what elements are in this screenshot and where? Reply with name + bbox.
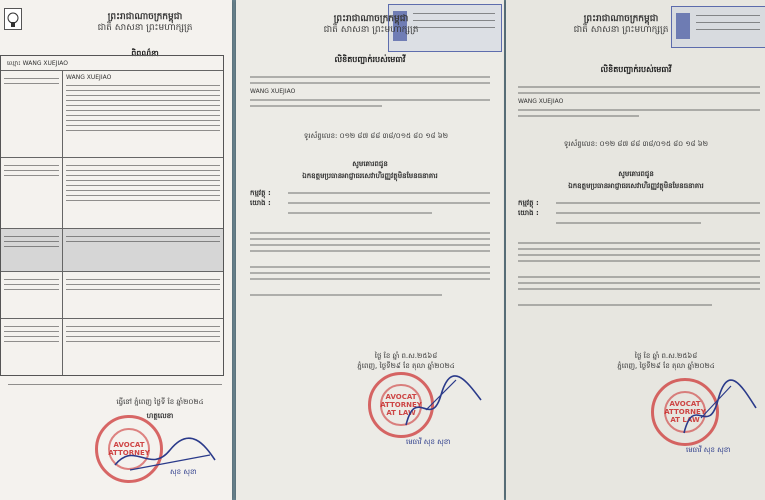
page2-date-2: ភ្នំពេញ, ថ្ងៃទី២៩ ខែ តុលា ឆ្នាំ២០២៤ [357,362,455,370]
page2-phone: ទូរស័ព្ទលេខ: ០១២ ៨៧ ៨៨ ៣៨/០១៥ ៨០ ១៨ ៦២ [303,132,449,140]
page3-header [546,14,696,36]
document-page-1 [0,0,232,500]
table-row [1,229,223,272]
page2-date: ថ្ងៃ ខែ ឆ្នាំ ព.ស.២៥៦៨ [374,352,438,360]
table-cell [63,319,223,375]
page2-body [250,228,490,300]
page1-signature-icon [110,430,220,480]
page3-subject-block [518,198,760,228]
page2-subtitle: លិខិតបញ្ជាក់របស់មេធាវី [334,55,406,64]
table-cell [63,158,223,228]
page3-signature-name: មេធាវី សុខ សុខា [686,446,731,454]
page2-ref-label: យោង : [250,198,271,207]
table-row [1,56,223,71]
page2-subject-block [250,188,490,218]
page1-date: ធ្វើនៅ ភ្នំពេញ ថ្ងៃទី ខែ ឆ្នាំ២០២៤ [116,398,204,406]
page3-date: ថ្ងៃ ខែ ឆ្នាំ ព.ស.២៥៦៨ [634,352,698,360]
page3-header-line1: ព្រះរាជាណាចក្រកម្ពុជា [583,14,659,24]
page3-subject-label: កម្មវត្ថុ : [518,198,539,207]
page2-intro [250,72,490,111]
page3-subtitle: លិខិតបញ្ជាក់របស់មេធាវី [600,65,672,74]
table-row [1,272,223,319]
page2-header-line2: ជាតិ សាសនា ព្រះមហាក្សត្រ [323,25,419,35]
page3-header-line2: ជាតិ សាសនា ព្រះមហាក្សត្រ [573,25,669,35]
table-cell [63,71,223,157]
page1-header-line2: ជាតិ សាសនា ព្រះមហាក្សត្រ [97,23,193,33]
page3-name-line: WANG XUEJIAO [518,98,564,105]
table-cell [1,158,63,228]
table-row [1,158,223,229]
table-cell [1,229,63,271]
page1-header [60,12,230,34]
table-cell [1,272,63,318]
table-cell [1,319,63,375]
page1-footer-text [8,380,222,389]
page1-stamp-text: AVOCAT ATTORNEY [108,441,150,457]
page2-name-line: WANG XUEJIAO [250,88,296,95]
page2-section-title: សូមគោរពជូន [352,160,388,168]
table-cell: ឈ្មោះ WANG XUEJIAO [7,60,68,67]
page2-stamp-text: AVOCAT ATTORNEY AT LAW [380,393,422,417]
page2-signature-icon [396,375,486,435]
page3-signature-icon [676,378,761,443]
document-page-2 [236,0,504,500]
page1-table [0,55,224,376]
table-row [1,71,223,158]
page3-intro [518,82,760,121]
ministry-logo-icon [4,8,22,30]
page3-section-sub: ឯកឧត្តមប្រធានអាជ្ញាធរសេវាហិរញ្ញវត្ថុមិនមែនធនាគារ [568,182,704,190]
table-row [1,319,223,375]
table-cell-name: WANG XUEJIAO [66,74,112,81]
page1-signature-name: សុខ សុខា [170,468,197,476]
page2-header-line1: ព្រះរាជាណាចក្រកម្ពុជា [333,14,409,24]
page3-section-title: សូមគោរពជូន [618,170,654,178]
page3-phone: ទូរស័ព្ទលេខ: ០១២ ៨៧ ៨៨ ៣៨/០១៥ ៨០ ១៨ ៦២ [563,140,709,148]
page3-body [518,238,760,310]
page1-title: ពិពណ៌នា [131,49,159,58]
page3-stamp-text: AVOCAT ATTORNEY AT LAW [664,400,706,424]
table-cell [63,272,223,318]
page3-date-2: ភ្នំពេញ, ថ្ងៃទី២៩ ខែ តុលា ឆ្នាំ២០២៤ [617,362,715,370]
table-cell [1,71,63,157]
page2-subject-label: កម្មវត្ថុ : [250,188,271,197]
page3-ref-label: យោង : [518,208,539,217]
page1-header-line1: ព្រះរាជាណាចក្រកម្ពុជា [107,12,183,22]
page2-section-sub: ឯកឧត្តមប្រធានអាជ្ញាធរសេវាហិរញ្ញវត្ថុមិនមែនធនាគារ [302,172,438,180]
document-page-3 [506,0,765,500]
page2-header [296,14,446,36]
page1-signature-label: ហត្ថលេខា [146,412,174,420]
table-cell [63,229,223,271]
page2-signature-name: មេធាវី សុខ សុខា [406,438,451,446]
